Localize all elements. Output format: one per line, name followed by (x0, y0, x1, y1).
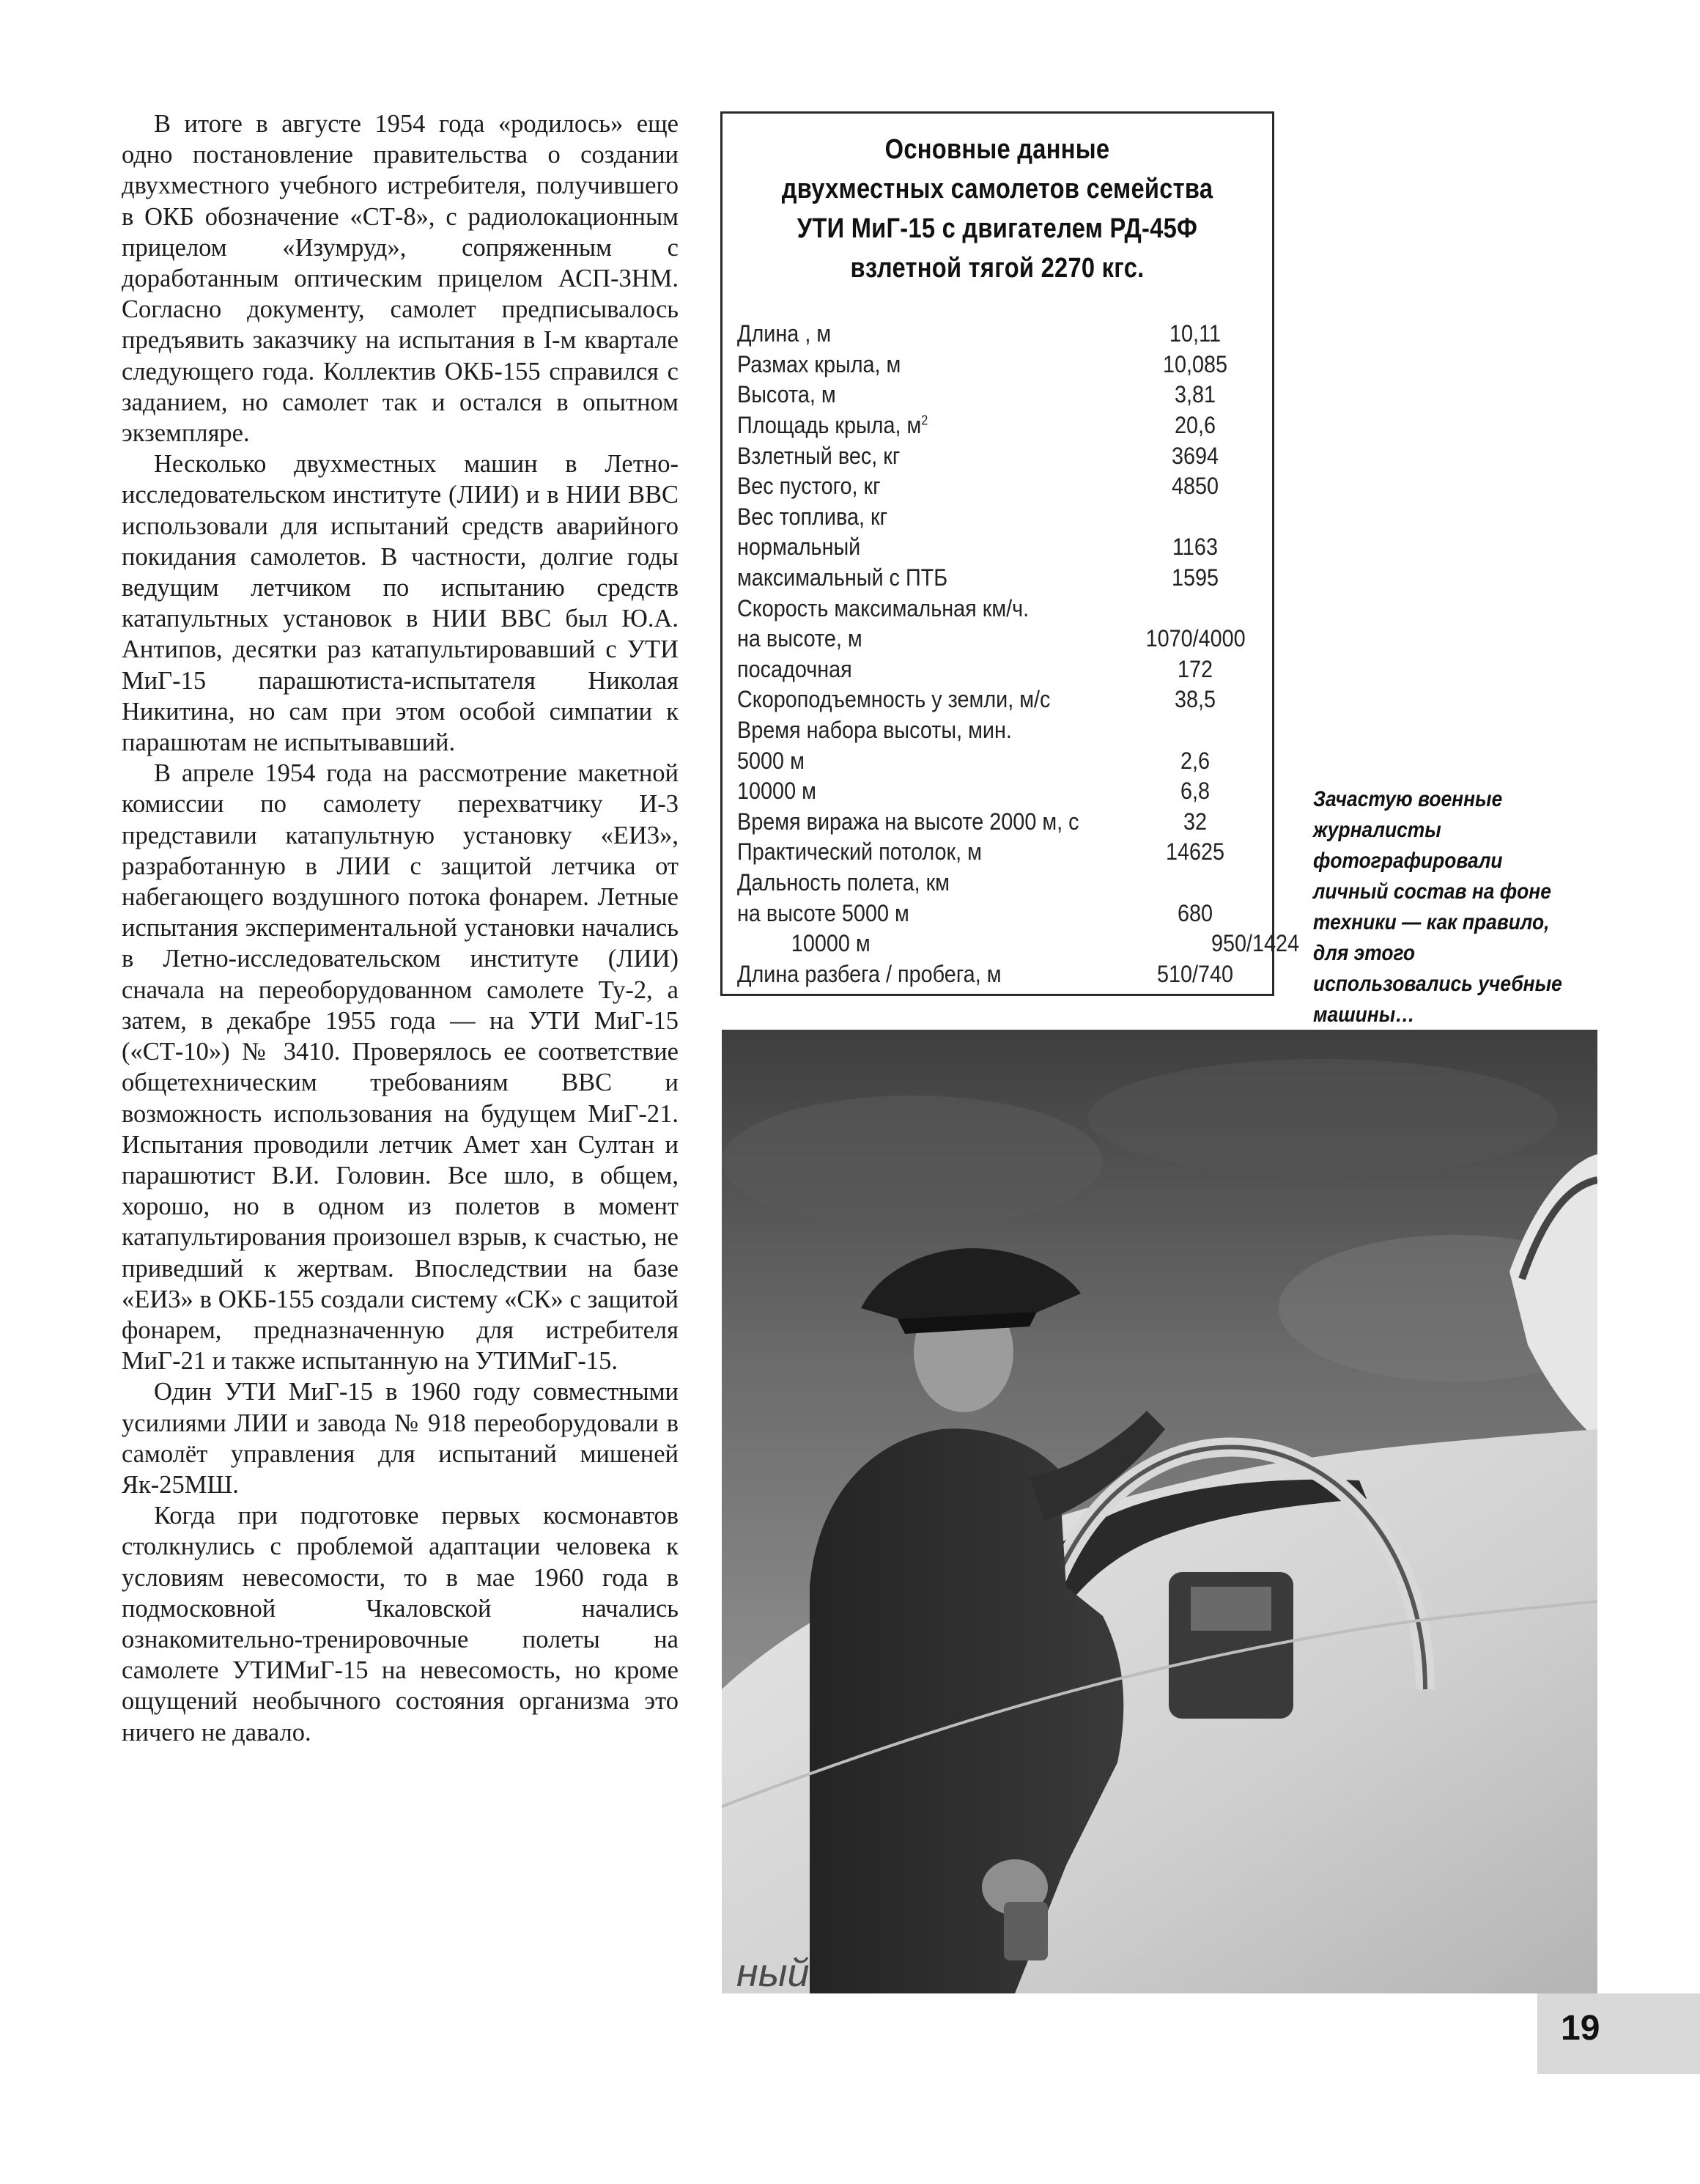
spec-label: Длина разбега / пробега, м (737, 960, 1002, 987)
spec-value: 1070/4000 (1145, 625, 1246, 652)
spec-label: Размах крыла, м (737, 350, 901, 377)
photo-instrument-panel (1191, 1587, 1271, 1631)
spec-row-max-speed (737, 593, 1262, 624)
specs-title-line: Основные данные (884, 134, 1110, 165)
spec-label: посадочная (737, 655, 852, 682)
photo-fuselage-lettering: ный (736, 1951, 810, 1993)
photo-illustration (722, 1030, 1597, 1993)
spec-row-landing-speed (737, 654, 1262, 685)
photo-caption: Зачастую военные журналисты фотографировали личный состав на фоне техники — как правило, для этого использовались учебные машины… (1313, 787, 1562, 1027)
photo-cloud (1088, 1059, 1557, 1176)
spec-label: Вес пустого, кг (737, 473, 881, 500)
spec-row-speed-altitude (737, 624, 1262, 654)
spec-row-range (737, 868, 1262, 899)
spec-value: 32 (1183, 808, 1208, 835)
spec-value: 2,6 (1180, 747, 1211, 774)
spec-label: Время виража на высоте 2000 м, с (737, 808, 1079, 835)
photo-cloud (722, 1096, 1103, 1228)
spec-row-climb-10000 (737, 776, 1262, 807)
spec-value: 4850 (1171, 473, 1219, 500)
spec-label: Скороподъемность у земли, м/с (737, 686, 1051, 713)
spec-label: Взлетный вес, кг (737, 442, 901, 469)
spec-label: Время набора высоты, мин. (737, 717, 1012, 744)
spec-label: 10000 м (791, 930, 871, 957)
spec-label: Скорость максимальная км/ч. (737, 594, 1030, 621)
spec-row-fuel-max (737, 563, 1262, 594)
spec-label: на высоте 5000 м (737, 899, 909, 926)
spec-label (737, 412, 1100, 439)
spec-row-fuel-weight (737, 502, 1262, 533)
spec-row-empty-weight (737, 471, 1262, 502)
spec-label: Практический потолок, м (737, 838, 982, 866)
spec-value: 510/740 (1156, 960, 1234, 987)
spec-label-superscript: 2 (921, 413, 928, 428)
spec-value: 20,6 (1174, 412, 1216, 439)
article-paragraph-1: В итоге в августе 1954 года «родилось» еще одно постановление правительства о создании двухместного учебного истребителя, получившего в ОКБ обозначение «СТ-8», с радиолокационным прицелом «Изумруд», сопряженным с доработанным оптическим прицелом АСП-3НМ. Согласно документу, самолет предписывалось предъявить заказчику на испытания в I-м квартале следующего года. Коллектив ОКБ-155 справился с заданием, но самолет так и остался в опытном экземпляре. (122, 110, 679, 448)
spec-row-range-10000 (737, 929, 1300, 959)
spec-row-fuel-normal (737, 532, 1262, 563)
spec-label-text: Площадь крыла, м (737, 412, 922, 439)
spec-row-wing-area (737, 410, 1262, 441)
spec-value: 950/1424 (1211, 930, 1300, 957)
spec-value: 10,085 (1162, 350, 1228, 377)
spec-label: на высоте, м (737, 625, 862, 652)
spec-row-length (737, 319, 1262, 350)
specs-table (737, 319, 1300, 989)
article-paragraph-4: Один УТИ МиГ-15 в 1960 году совместными усилиями ЛИИ и завода № 918 переоборудовали в самолёт управления для испытаний мишеней Як-25МШ. (122, 1378, 679, 1499)
spec-label: Высота, м (737, 381, 836, 408)
page-number: 19 (1561, 2009, 1600, 2048)
spec-row-range-5000 (737, 898, 1262, 929)
spec-row-takeoff-weight (737, 440, 1262, 471)
spec-label: Дальность полета, км (737, 868, 950, 896)
spec-value: 172 (1177, 655, 1213, 682)
spec-row-wingspan (737, 350, 1262, 380)
specs-title-line: взлетной тягой 2270 кгс. (850, 253, 1145, 284)
spec-row-ceiling (737, 837, 1262, 868)
spec-row-turn-time (737, 807, 1262, 838)
spec-value: 6,8 (1180, 778, 1211, 805)
spec-value: 3,81 (1174, 381, 1216, 408)
spec-row-takeoff-landing-run (737, 959, 1262, 989)
spec-value: 680 (1177, 899, 1213, 926)
article-body (122, 108, 679, 1748)
spec-label: максимальный с ПТБ (737, 564, 948, 591)
photo-pilot-cockpit (722, 1030, 1597, 1993)
specs-title (761, 130, 1234, 288)
spec-label: Длина , м (737, 320, 832, 347)
spec-label: 10000 м (737, 778, 816, 805)
spec-row-climb-5000 (737, 745, 1262, 776)
article-paragraph-3: В апреле 1954 года на рассмотрение макетной комиссии по самолету перехватчику И-3 представили катапультную установку «ЕИ3», разработанную в ЛИИ с защитой летчика от набегающего воздушного потока фонарем. Летные испытания экспериментальной установки начались в Летно-исследовательском институте (ЛИИ) сначала на переоборудованном самолете Ту-2, а затем, в декабре 1955 года — на УТИ МиГ-15 («СТ-10») № 3410. Проверялось ее соответствие общетехническим требованиям ВВС и возможность использования на будущем МиГ-21. Испытания проводили летчик Амет хан Султан и парашютист В.И. Головин. Все шло, в общем, хорошо, но в одном из полетов в момент катапультирования произошел взрыв, к счастью, не приведший к жертвам. Впоследствии на базе «ЕИ3» в ОКБ-155 создали систему «СК» с защитой фонарем, предназначенную для истребителя МиГ-21 и также испытанную на УТИМиГ-15. (122, 759, 679, 1376)
spec-row-climb-time (737, 715, 1262, 746)
specs-title-line: УТИ МиГ-15 с двигателем РД-45Ф (797, 213, 1198, 244)
specs-box (720, 111, 1300, 996)
spec-row-climb-rate (737, 685, 1262, 715)
spec-value: 10,11 (1169, 320, 1221, 347)
spec-value: 1163 (1172, 534, 1218, 561)
spec-label: Вес топлива, кг (737, 503, 888, 530)
photo-canopy-handle (1004, 1902, 1048, 1960)
spec-label: нормальный (737, 534, 861, 561)
article-paragraph-2: Несколько двухместных машин в Летно-исследовательском институте (ЛИИ) и в НИИ ВВС использовали для испытаний средств аварийного покидания самолетов. В частности, долгие годы ведущим летчиком по испытанию средств катапультных установок в НИИ ВВС был Ю.А. Антипов, десятки раз катапультировавший с УТИ МиГ-15 парашютиста-испытателя Николая Никитина, но сам при этом особой симпатии к парашютам не испытывавший. (122, 450, 679, 757)
spec-row-height (737, 380, 1262, 410)
article-paragraph-5: Когда при подготовке первых космонавтов столкнулись с проблемой адаптации человека к условиям невесомости, то в мае 1960 года в подмосковной Чкаловской начались ознакомительно-тренировочные полеты на самолете УТИМиГ-15 на невесомость, но кроме ощущений необычного состояния организма это ничего не давало. (122, 1502, 679, 1746)
spec-value: 3694 (1171, 442, 1219, 469)
spec-value: 1595 (1171, 564, 1219, 591)
spec-value: 38,5 (1174, 686, 1216, 713)
specs-title-line: двухместных самолетов семейства (781, 174, 1213, 204)
spec-label: 5000 м (737, 747, 805, 774)
spec-value: 14625 (1165, 838, 1225, 866)
